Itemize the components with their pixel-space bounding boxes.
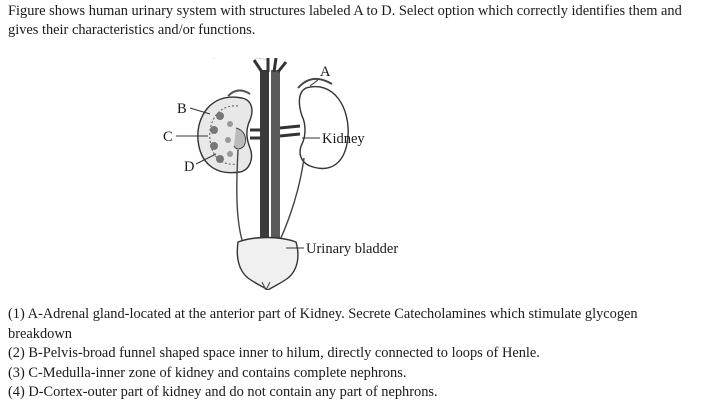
left-renal-vessels [250,130,260,138]
leader-line-a [310,80,318,86]
urinary-system-diagram [150,58,470,290]
urinary-system-figure [150,58,470,290]
label-d: D [184,159,195,175]
question-text: Figure shows human urinary system with structures labeled A to D. Select option which correctly identifies them and gives their characteristics and/or functions. [8,3,682,38]
right-ureter [280,158,304,240]
label-a: A [320,64,331,80]
option-4[interactable]: (4) D-Cortex-outer part of kidney and do not contain any part of nephrons. [8,384,438,400]
vessel-branches [254,58,286,72]
urinary-bladder-shape [237,238,298,291]
answer-options [8,305,698,403]
option-3[interactable]: (3) C-Medulla-inner zone of kidney and contains complete nephrons. [8,364,407,381]
label-kidney: Kidney [322,131,365,147]
label-urinary-bladder: Urinary bladder [306,241,399,257]
left-adrenal-gland [228,90,250,96]
faint-smudge [212,58,268,60]
label-c: C [163,129,173,145]
right-kidney [299,87,348,169]
option-1[interactable]: (1) A-Adrenal gland-located at the anterior part of Kidney. Secrete Catecholamines which stimulate glycogen breakdown [8,306,638,342]
aorta [260,70,269,266]
label-b: B [177,101,187,117]
vena-cava [271,70,280,266]
right-renal-vessels [280,126,300,136]
option-2[interactable]: (2) B-Pelvis-broad funnel shaped space inner to hilum, directly connected to loops of Henle. [8,345,540,361]
left-kidney [198,97,252,173]
